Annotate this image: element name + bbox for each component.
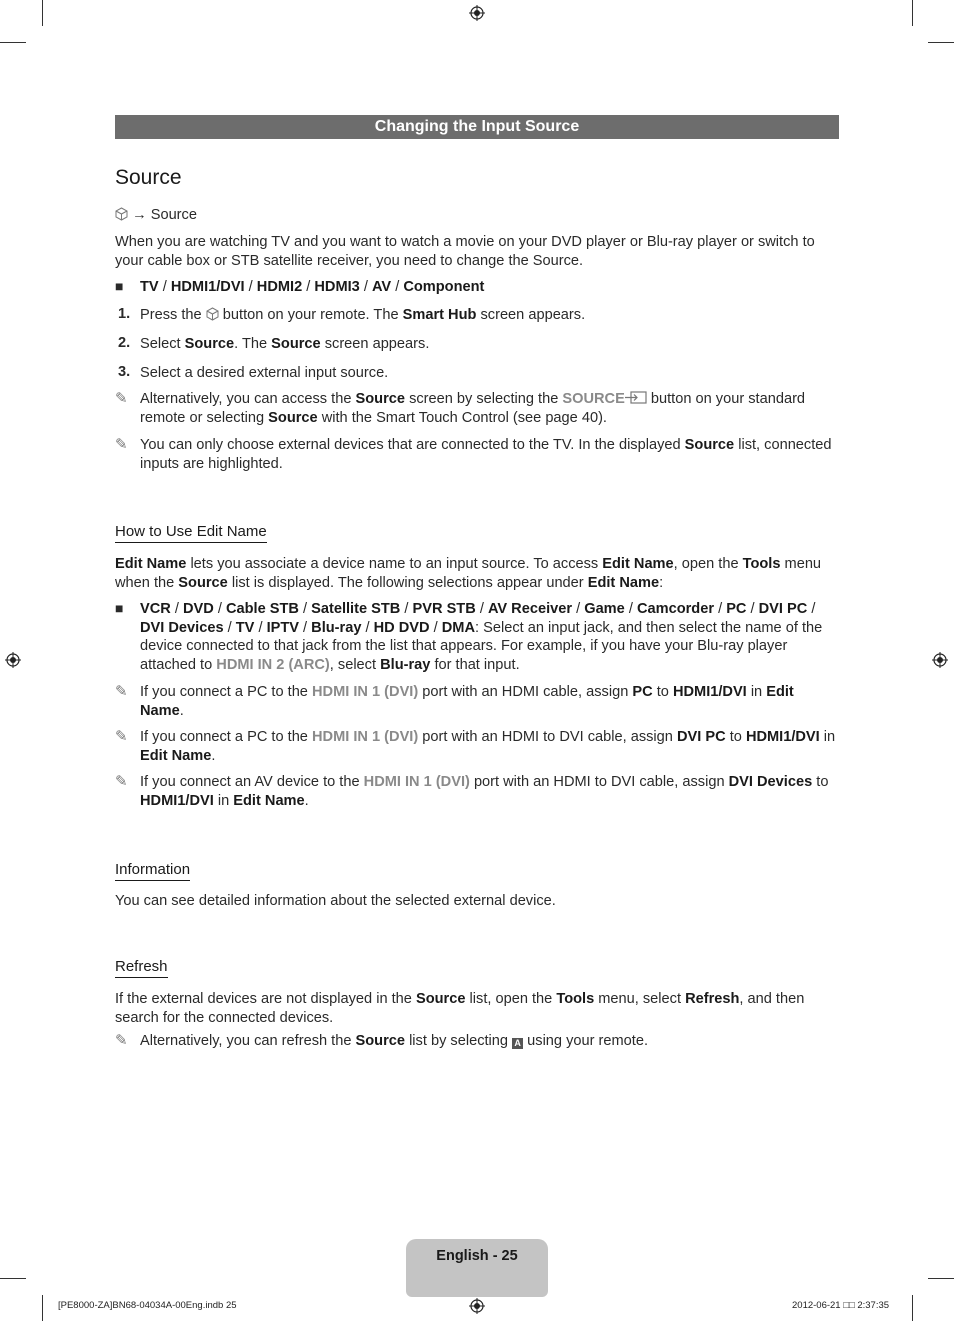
note-source-access: Alternatively, you can access the Source screen by selecting the SOURCE button on your standard remote or selecting Source with the Smart Touch Control (see page 40). [140,391,806,426]
note-connected-devices: You can only choose external devices that are connected to the TV. In the displayed Source list, connected inputs are highlighted. [140,437,832,472]
step-number: 3. [118,364,131,380]
square-bullet-icon: ■ [115,600,124,616]
information-paragraph: You can see detailed information about the selected external device. [115,893,556,909]
edit-name-paragraph: Edit Name lets you associate a device name to an input source. To access Edit Name, open the Tools menu when the Source list is displayed. The following selections appear under Edit Name: [115,556,822,591]
heading-information: Information [115,861,190,881]
crop-mark [928,42,954,43]
crop-mark [928,1278,954,1279]
pencil-icon: ✎ [115,390,128,407]
step-2: Select Source. The Source screen appears. [140,336,430,352]
file-slug: [PE8000-ZA]BN68-04034A-00Eng.indb 25 [58,1300,237,1311]
pencil-icon: ✎ [115,1032,128,1049]
device-name-list: VCR / DVD / Cable STB / Satellite STB / PVR STB / AV Receiver / Game / Camcorder / PC / DVI PC / DVI Devices / TV / IPTV / Blu-ray / HD DVD / DMA: Select an input jack, and then select the name of the device connected to that jack from the list that appears. For example, if you have your Blu-ray player attached to HDMI IN 2 (ARC), select Blu-ray for that input. [140,601,823,673]
source-input-icon [625,391,647,404]
square-bullet-icon: ■ [115,278,124,294]
registration-mark-icon [469,5,485,21]
step-number: 2. [118,335,131,351]
a-button-icon: A [512,1038,523,1049]
pencil-icon: ✎ [115,773,128,790]
registration-mark-icon [932,652,948,668]
pencil-icon: ✎ [115,436,128,453]
crop-mark [0,1278,26,1279]
page-number-tab: English - 25 [406,1239,548,1297]
pencil-icon: ✎ [115,728,128,745]
registration-mark-icon [5,652,21,668]
note-av-dvi: If you connect an AV device to the HDMI IN 1 (DVI) port with an HDMI to DVI cable, assign DVI Devices to HDMI1/DVI in Edit Name. [140,774,829,809]
note-refresh: Alternatively, you can refresh the Source list by selecting A using your remote. [140,1033,649,1049]
note-pc-hdmi: If you connect a PC to the HDMI IN 1 (DVI) port with an HDMI cable, assign PC to HDMI1/DVI in Edit Name. [140,684,794,719]
step-3: Select a desired external input source. [140,365,389,381]
cube-menu-icon [206,307,219,321]
intro-paragraph: When you are watching TV and you want to watch a movie on your DVD player or Blu-ray player or switch to your cable box or STB satellite receiver, you need to change the Source. [115,234,815,269]
crop-mark [42,0,43,26]
nav-path: → Source [115,206,839,225]
crop-mark [42,1295,43,1321]
section-bar-title: Changing the Input Source [115,115,839,139]
registration-mark-icon [469,1298,485,1314]
refresh-paragraph: If the external devices are not displayed in the Source list, open the Tools menu, select Refresh, and then search for the connected devices. [115,991,805,1026]
crop-mark [0,42,26,43]
crop-mark [912,0,913,26]
step-1: Press the button on your remote. The Smart Hub screen appears. [140,307,586,323]
page-title: Source [115,166,182,189]
crop-mark [912,1295,913,1321]
source-list: TV / HDMI1/DVI / HDMI2 / HDMI3 / AV / Component [140,279,485,295]
print-timestamp: 2012-06-21 □□ 2:37:35 [792,1300,890,1311]
step-number: 1. [118,306,131,322]
pencil-icon: ✎ [115,683,128,700]
cube-menu-icon [115,207,128,221]
heading-edit-name: How to Use Edit Name [115,523,267,543]
heading-refresh: Refresh [115,958,168,978]
note-pc-dvi: If you connect a PC to the HDMI IN 1 (DVI) port with an HDMI to DVI cable, assign DVI PC to HDMI1/DVI in Edit Name. [140,729,836,764]
